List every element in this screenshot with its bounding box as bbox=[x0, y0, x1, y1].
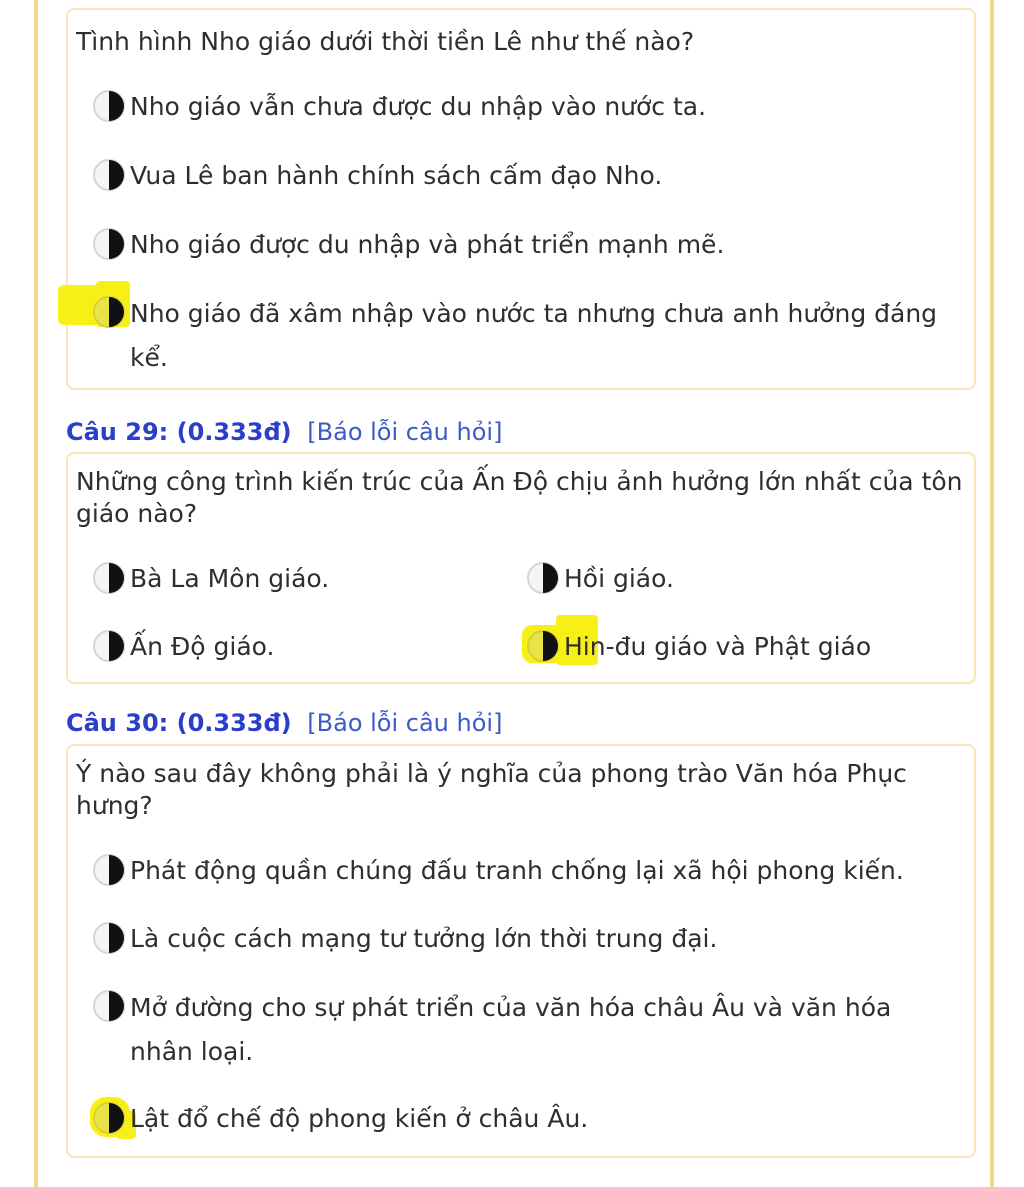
radio-icon[interactable] bbox=[92, 1101, 126, 1135]
report-error-link[interactable]: [Báo lỗi câu hỏi] bbox=[307, 418, 503, 446]
option-label: Nho giáo được du nhập và phát triển mạnh mẽ. bbox=[130, 230, 725, 259]
question-header-30 bbox=[66, 708, 502, 738]
radio-icon[interactable] bbox=[92, 158, 126, 192]
option-label: Hin-đu giáo và Phật giáo bbox=[564, 632, 872, 661]
question-number: Câu 30: (0.333đ) bbox=[66, 709, 292, 737]
radio-icon[interactable] bbox=[526, 629, 560, 663]
option-label: Vua Lê ban hành chính sách cấm đạo Nho. bbox=[130, 161, 663, 190]
option-c[interactable] bbox=[92, 224, 724, 266]
radio-icon[interactable] bbox=[92, 295, 126, 329]
radio-icon[interactable] bbox=[92, 853, 126, 887]
option-c[interactable] bbox=[92, 626, 274, 668]
radio-icon[interactable] bbox=[92, 227, 126, 261]
question-header-29 bbox=[66, 417, 502, 447]
radio-icon[interactable] bbox=[92, 989, 126, 1023]
option-label: Ấn Độ giáo. bbox=[130, 632, 275, 661]
question-number: Câu 29: (0.333đ) bbox=[66, 418, 292, 446]
option-a[interactable] bbox=[92, 86, 706, 128]
option-label: Lật đổ chế độ phong kiến ở châu Âu. bbox=[130, 1104, 589, 1133]
option-label: Hồi giáo. bbox=[564, 564, 674, 593]
question-text: Tình hình Nho giáo dưới thời tiền Lê như thế nào? bbox=[76, 27, 695, 56]
option-d[interactable] bbox=[92, 292, 952, 380]
option-b[interactable] bbox=[92, 918, 717, 960]
option-label: Nho giáo vẫn chưa được du nhập vào nước ta. bbox=[130, 92, 707, 121]
question-text: Ý nào sau đây không phải là ý nghĩa của phong trào Văn hóa Phục hưng? bbox=[76, 759, 907, 820]
radio-icon[interactable] bbox=[92, 629, 126, 663]
option-label: Là cuộc cách mạng tư tưởng lớn thời trung đại. bbox=[130, 924, 718, 953]
option-d[interactable] bbox=[92, 1098, 588, 1140]
report-error-link[interactable]: [Báo lỗi câu hỏi] bbox=[307, 709, 503, 737]
question-box-28 bbox=[66, 8, 976, 390]
option-c[interactable] bbox=[92, 986, 952, 1074]
question-box-30 bbox=[66, 744, 976, 1158]
option-label: Phát động quần chúng đấu tranh chống lại xã hội phong kiến. bbox=[130, 856, 904, 885]
option-d[interactable] bbox=[526, 626, 871, 668]
question-box-29 bbox=[66, 452, 976, 684]
option-b[interactable] bbox=[92, 155, 662, 197]
option-label: Bà La Môn giáo. bbox=[130, 564, 330, 593]
radio-icon[interactable] bbox=[92, 89, 126, 123]
option-a[interactable] bbox=[92, 850, 904, 892]
radio-icon[interactable] bbox=[526, 561, 560, 595]
option-a[interactable] bbox=[92, 558, 329, 600]
option-b[interactable] bbox=[526, 558, 674, 600]
radio-icon[interactable] bbox=[92, 561, 126, 595]
option-label: Mở đường cho sự phát triển của văn hóa châu Âu và văn hóa nhân loại. bbox=[130, 993, 892, 1066]
question-text: Những công trình kiến trúc của Ấn Độ chịu ảnh hưởng lớn nhất của tôn giáo nào? bbox=[76, 467, 963, 528]
option-label: Nho giáo đã xâm nhập vào nước ta nhưng chưa anh hưởng đáng kể. bbox=[130, 299, 938, 372]
radio-icon[interactable] bbox=[92, 921, 126, 955]
